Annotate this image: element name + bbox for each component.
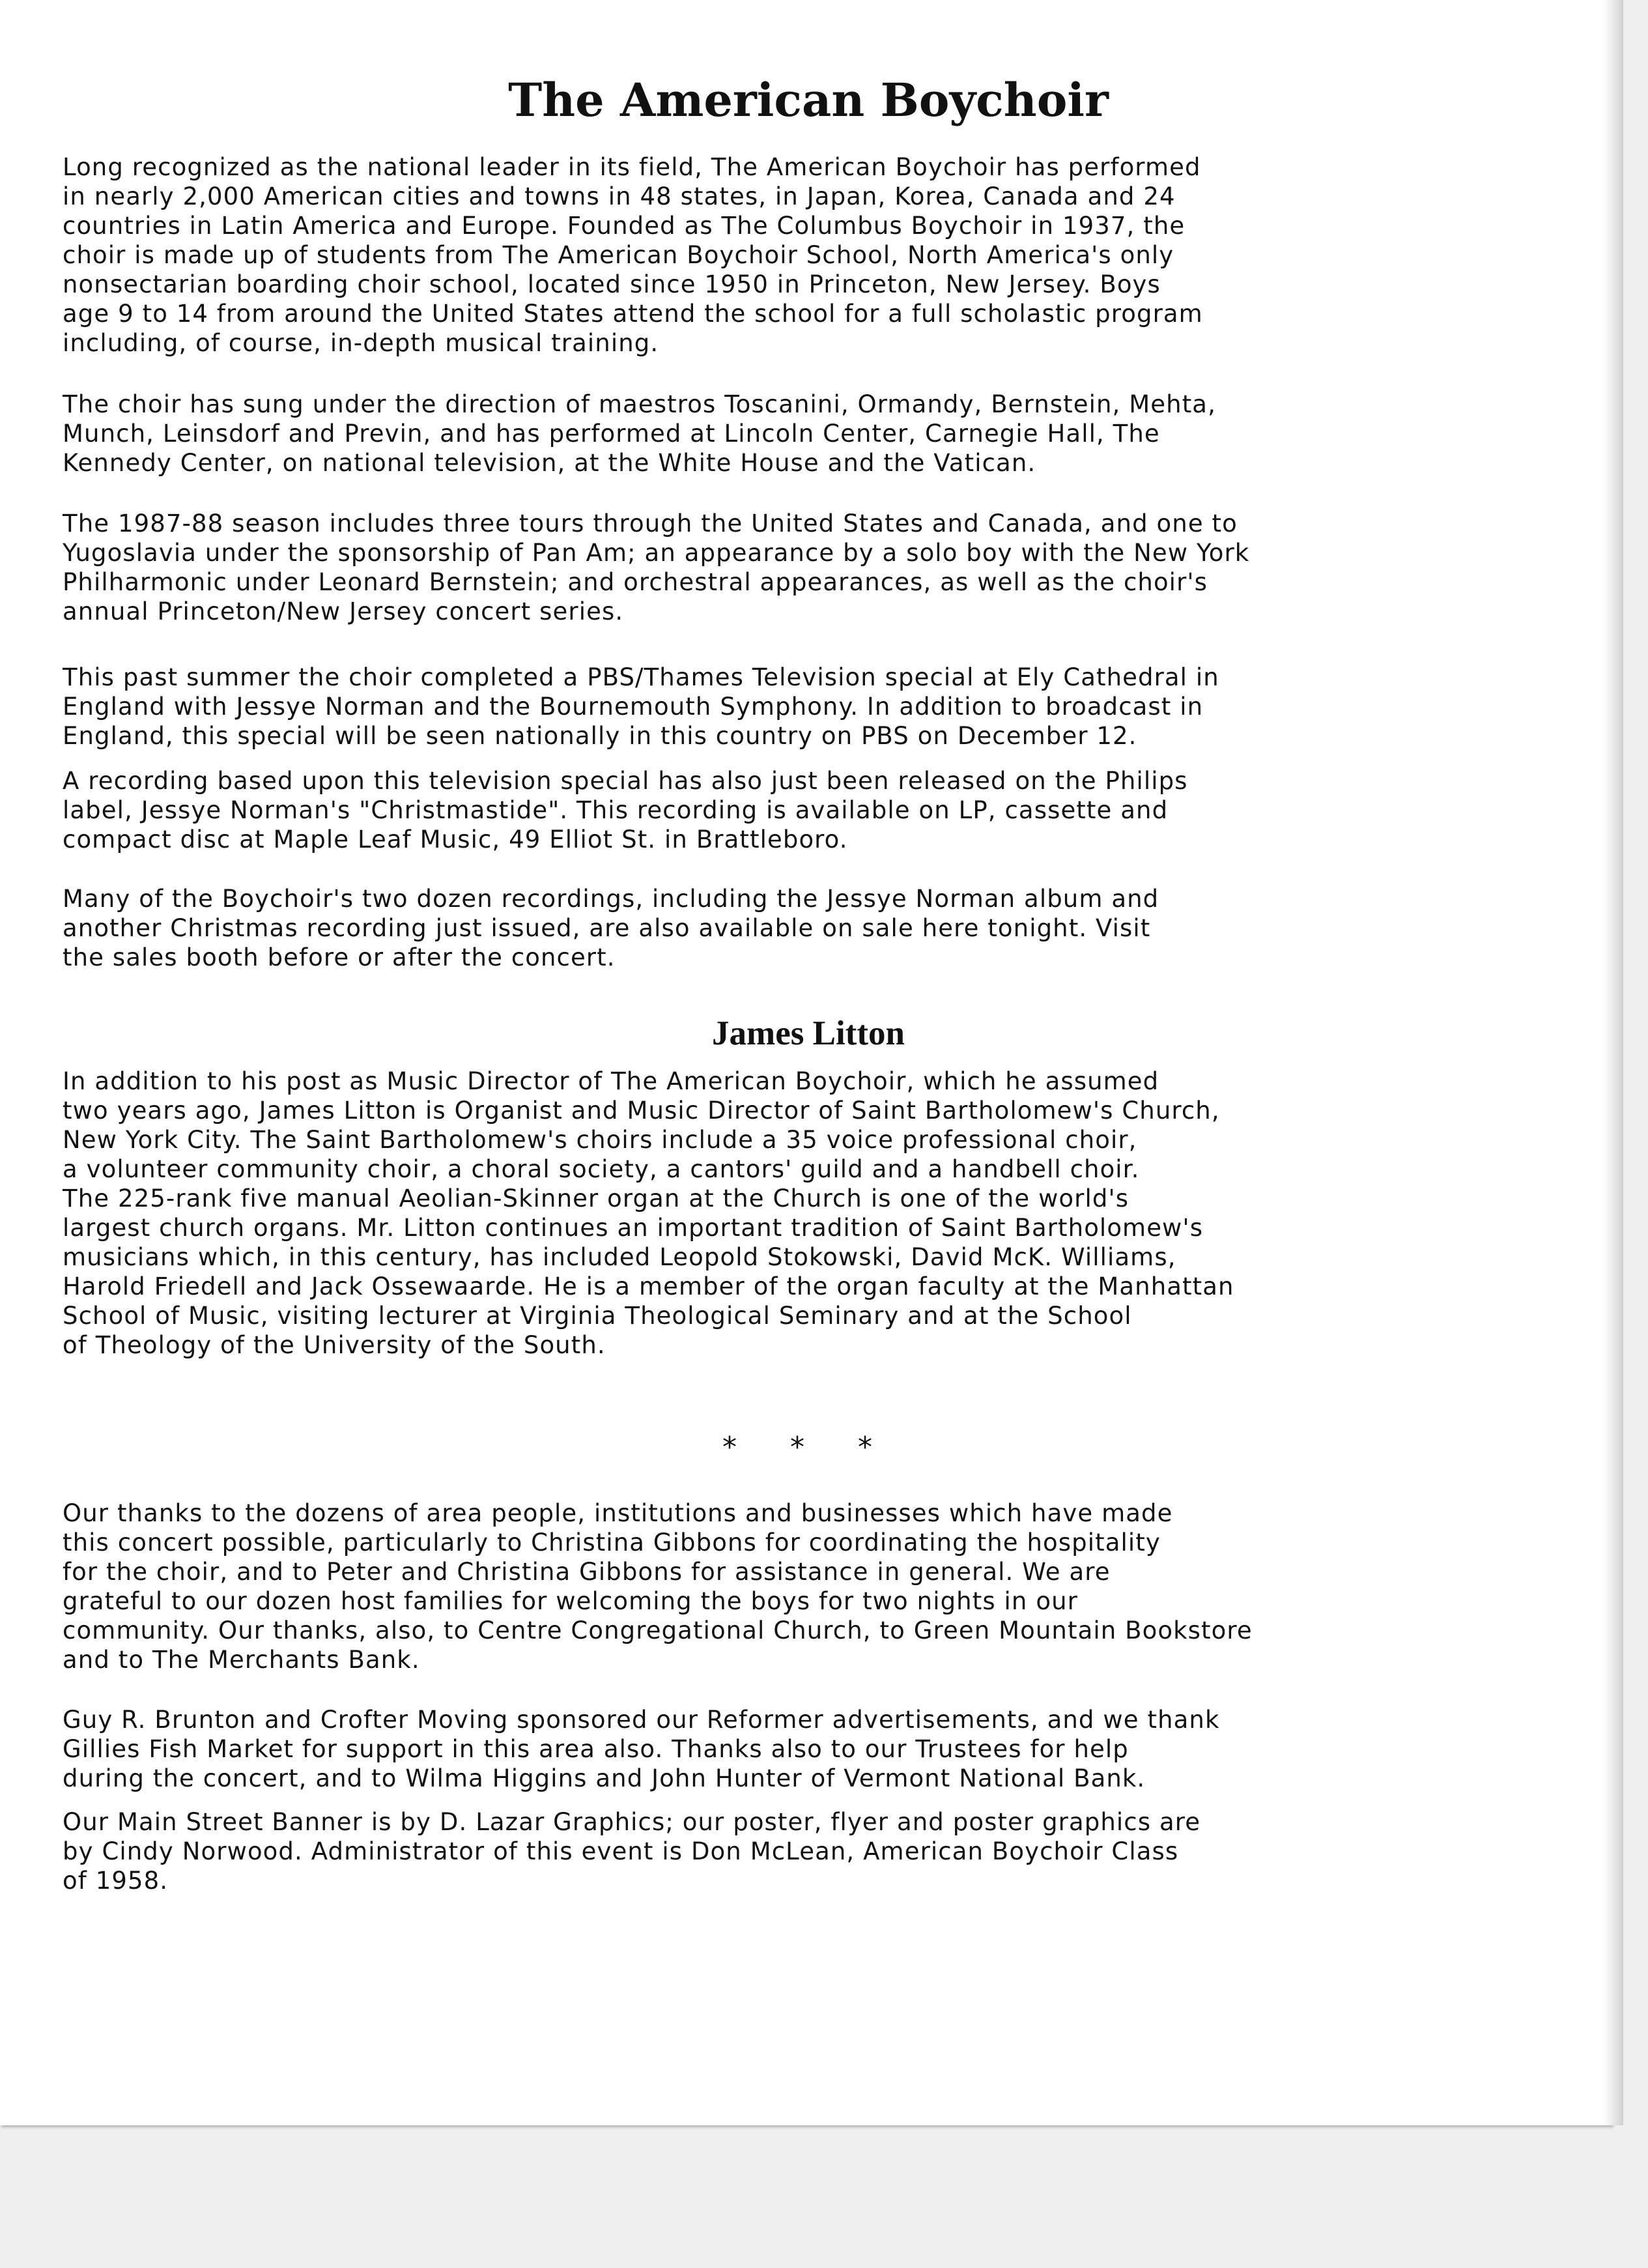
- intro-paragraph-3: The 1987-88 season includes three tours through the United States and Canada, and one to Yugoslavia under the sponsorship of Pan Am; an appearance by a solo boy with the New York Philharmonic under Leonard Bernstein; and orchestral appearances, as well as the choir's annual Princeton/New Jersey concert series.: [63, 510, 1250, 625]
- thanks-paragraph-1: Our thanks to the dozens of area people, institutions and businesses which have made this concert possible, particularly to Christina Gibbons for coordinating the hospitality for the choir, and to Peter and Christina Gibbons for assistance in general. We are grateful to our dozen host families for welcoming the boys for two nights in our community. Our thanks, also, to Centre Congregational Church, to Green Mountain Bookstore and to The Merchants Bank.: [63, 1499, 1253, 1674]
- litton-paragraph: In addition to his post as Music Director of The American Boychoir, which he assumed two years ago, James Litton is Organist and Music Director of Saint Bartholomew's Church, New York City. The Saint Bartholomew's choirs include a 35 voice professional choir, a volunteer community choir, a choral society, a cantors' guild and a handbell choir. The 225-rank five manual Aeolian-Skinner organ at the Church is one of the world's largest church organs. Mr. Litton continues an important tradition of Saint Bartholomew's musicians which, in this century, has included Leopold Stokowski, David McK. Williams, Harold Friedell and Jack Ossewaarde. He is a member of the organ faculty at the Manhattan School of Music, visiting lecturer at Virginia Theological Seminary and at the School of Theology of the University of the South.: [63, 1067, 1234, 1359]
- section-separator: * * *: [722, 1431, 894, 1464]
- intro-paragraph-5: A recording based upon this television special has also just been released on the Philips label, Jessye Norman's "Christmastide". This recording is available on LP, cassette and compact disc at Maple Leaf Music, 49 Elliot St. in Brattleboro.: [63, 767, 1188, 854]
- thanks-paragraph-3: Our Main Street Banner is by D. Lazar Graphics; our poster, flyer and poster graphics are by Cindy Norwood. Administrator of this event is Don McLean, American Boychoir Class of 1958.: [63, 1808, 1201, 1895]
- page-title: The American Boychoir: [508, 73, 1109, 127]
- intro-paragraph-6: Many of the Boychoir's two dozen recordings, including the Jessye Norman album and another Christmas recording just issued, are also available on sale here tonight. Visit the sales booth before or after the concert.: [63, 885, 1159, 971]
- thanks-paragraph-2: Guy R. Brunton and Crofter Moving sponsored our Reformer advertisements, and we thank Gillies Fish Market for support in this area also. Thanks also to our Trustees for help during the concert, and to Wilma Higgins and John Hunter of Vermont National Bank.: [63, 1706, 1220, 1792]
- intro-paragraph-1: Long recognized as the national leader in its field, The American Boychoir has performed in nearly 2,000 American cities and towns in 48 states, in Japan, Korea, Canada and 24 countries in Latin America and Europe. Founded as The Columbus Boychoir in 1937, the choir is made up of students from The American Boychoir School, North America's only nonsectarian boarding choir school, located since 1950 in Princeton, New Jersey. Boys age 9 to 14 from around the United States attend the school for a full scholastic program including, of course, in-depth musical training.: [63, 153, 1203, 357]
- section-heading-james-litton: James Litton: [712, 1014, 905, 1052]
- page-edge-shadow: [1604, 0, 1623, 2125]
- intro-paragraph-2: The choir has sung under the direction of maestros Toscanini, Ormandy, Bernstein, Mehta, Munch, Leinsdorf and Previn, and has performed at Lincoln Center, Carnegie Hall, The Kennedy Center, on national television, at the White House and the Vatican.: [63, 390, 1216, 477]
- intro-paragraph-4: This past summer the choir completed a PBS/Thames Television special at Ely Cathedral in England with Jessye Norman and the Bournemouth Symphony. In addition to broadcast in England, this special will be seen nationally in this country on PBS on December 12.: [63, 663, 1219, 750]
